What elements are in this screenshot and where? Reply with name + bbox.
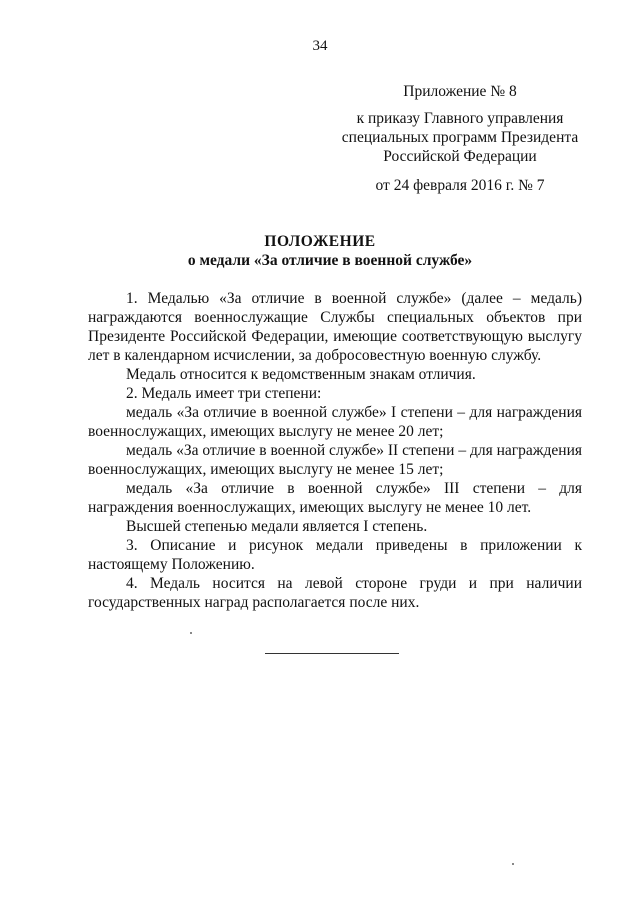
scan-speck bbox=[190, 632, 192, 634]
appendix-title: Приложение № 8 bbox=[403, 83, 517, 100]
appendix-header bbox=[330, 82, 590, 195]
paragraph: 2. Медаль имеет три степени: bbox=[126, 385, 322, 402]
paragraph: медаль «За отличие в военной службе» I степени – для награждения военнослужащих, имеющих выслугу не менее 20 лет; bbox=[88, 404, 582, 440]
document-body bbox=[88, 289, 582, 612]
scan-speck bbox=[512, 863, 514, 865]
appendix-ref-line: специальных программ Президента bbox=[341, 129, 579, 146]
paragraph: медаль «За отличие в военной службе» II степени – для награждения военнослужащих, имеющих выслугу не менее 15 лет; bbox=[88, 442, 582, 478]
paragraph: 1. Медалью «За отличие в военной службе» (далее – медаль) награждаются военнослужащие Службы специальных объектов при Президенте Российской Федерации, имеющие соответствующую выслугу лет в календарном исчислении, за добросовестную военную службу. bbox=[88, 290, 582, 364]
appendix-ref-line: к приказу Главного управления bbox=[356, 110, 564, 127]
paragraph: 3. Описание и рисунок медали приведены в приложении к настоящему Положению. bbox=[88, 537, 582, 573]
document-heading bbox=[0, 232, 640, 270]
paragraph: Медаль относится к ведомственным знакам отличия. bbox=[126, 366, 476, 383]
paragraph: Высшей степенью медали является I степень. bbox=[126, 518, 428, 535]
paragraph: медаль «За отличие в военной службе» III степени – для награждения военнослужащих, имеющих выслугу не менее 10 лет. bbox=[88, 480, 582, 516]
paragraph: 4. Медаль носится на левой стороне груди и при наличии государственных наград располагается после них. bbox=[88, 575, 582, 611]
closing-divider bbox=[265, 653, 399, 654]
appendix-ref-line: Российской Федерации bbox=[383, 148, 537, 165]
appendix-date: от 24 февраля 2016 г. № 7 bbox=[375, 177, 545, 194]
document-title: ПОЛОЖЕНИЕ bbox=[264, 233, 376, 250]
page-number: 34 bbox=[312, 38, 328, 54]
document-subtitle: о медали «За отличие в военной службе» bbox=[187, 252, 473, 269]
